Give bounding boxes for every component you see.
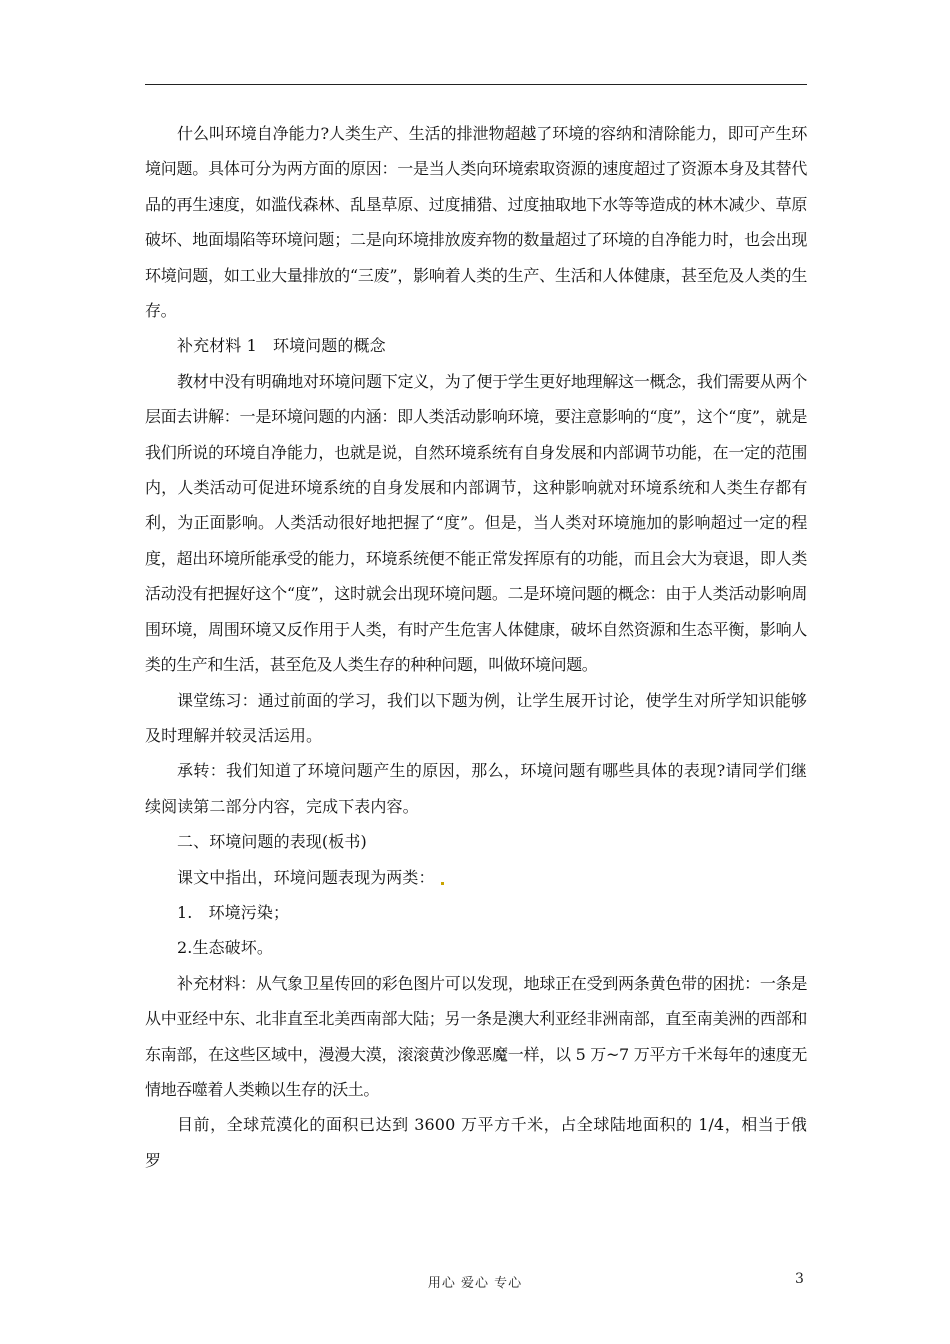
paragraph-desertification: 目前，全球荒漠化的面积已达到 3600 万平方千米，占全球陆地面积的 1/4，相当于俄罗 xyxy=(145,1115,807,1170)
two-types-intro-text: 课文中指出，环境问题表现为两类： xyxy=(177,867,435,887)
page-number: 3 xyxy=(795,1271,804,1287)
paragraph-section-two-heading: 二、环境问题的表现(板书) xyxy=(177,832,367,852)
paragraph-supplement-yellow-belts: 补充材料：从气象卫星传回的彩色图片可以发现，地球正在受到两条黄色带的困扰：一条是从中亚经中东、北非直至北美西南部大陆；另一条是澳大利亚经非洲南部，直至南美洲的西部和东南部，在这些区域中，漫漫大漠，滚滚黄沙像恶魔一样，以 5 万~7 万平方千米每年的速度无情地吞噬着人类赖以生存的沃土。 xyxy=(145,973,807,1099)
paragraph-two-types-intro xyxy=(145,860,807,895)
paragraph-classroom-exercise: 课堂练习：通过前面的学习，我们以下题为例，让学生展开讨论，使学生对所学知识能够及时理解并较灵活运用。 xyxy=(145,690,807,745)
list-item-ecological-damage: 2.生态破坏。 xyxy=(177,938,273,958)
footer-slogan: 用心 爱心 专心 xyxy=(427,1276,523,1291)
paragraph-self-purification: 什么叫环境自净能力?人类生产、生活的排泄物超越了环境的容纳和清除能力，即可产生环境问题。具体可分为两方面的原因：一是当人类向环境索取资源的速度超过了资源本身及其替代品的再生速度，如滥伐森林、乱垦草原、过度捕猎、过度抽取地下水等等造成的林木减少、草原破坏、地面塌陷等环境问题；二是向环境排放废弃物的数量超过了环境的自净能力时，也会出现环境问题，如工业大量排放的“三废”，影响着人类的生产、生活和人体健康，甚至危及人类的生存。 xyxy=(145,124,807,321)
paragraph-transition: 承转：我们知道了环境问题产生的原因，那么，环境问题有哪些具体的表现?请同学们继续阅读第二部分内容，完成下表内容。 xyxy=(145,761,807,816)
document-body xyxy=(145,116,807,1178)
paragraph-concept-explanation: 教材中没有明确地对环境问题下定义，为了便于学生更好地理解这一概念，我们需要从两个层面去讲解：一是环境问题的内涵：即人类活动影响环境，要注意影响的“度”，这个“度”，就是我们所说的环境自净能力，也就是说，自然环境系统有自身发展和内部调节功能，在一定的范围内，人类活动可促进环境系统的自身发展和内部调节，这种影响就对环境系统和人类生存都有利，为正面影响。人类活动很好地把握了“度”。但是，当人类对环境施加的影响超过一定的程度，超出环境所能承受的能力，环境系统便不能正常发挥原有的功能，而且会大为衰退，即人类活动没有把握好这个“度”，这时就会出现环境问题。二是环境问题的概念：由于人类活动影响周围环境，周围环境又反作用于人类，有时产生危害人体健康，破坏自然资源和生态平衡，影响人类的生产和生活，甚至危及人类生存的种种问题，叫做环境问题。 xyxy=(145,371,807,675)
header-rule xyxy=(145,84,807,85)
list-item-pollution: 1. 环境污染； xyxy=(177,902,290,922)
paragraph-supplement-1-heading: 补充材料 1 环境问题的概念 xyxy=(177,336,386,356)
yellow-dot-mark xyxy=(441,882,444,885)
